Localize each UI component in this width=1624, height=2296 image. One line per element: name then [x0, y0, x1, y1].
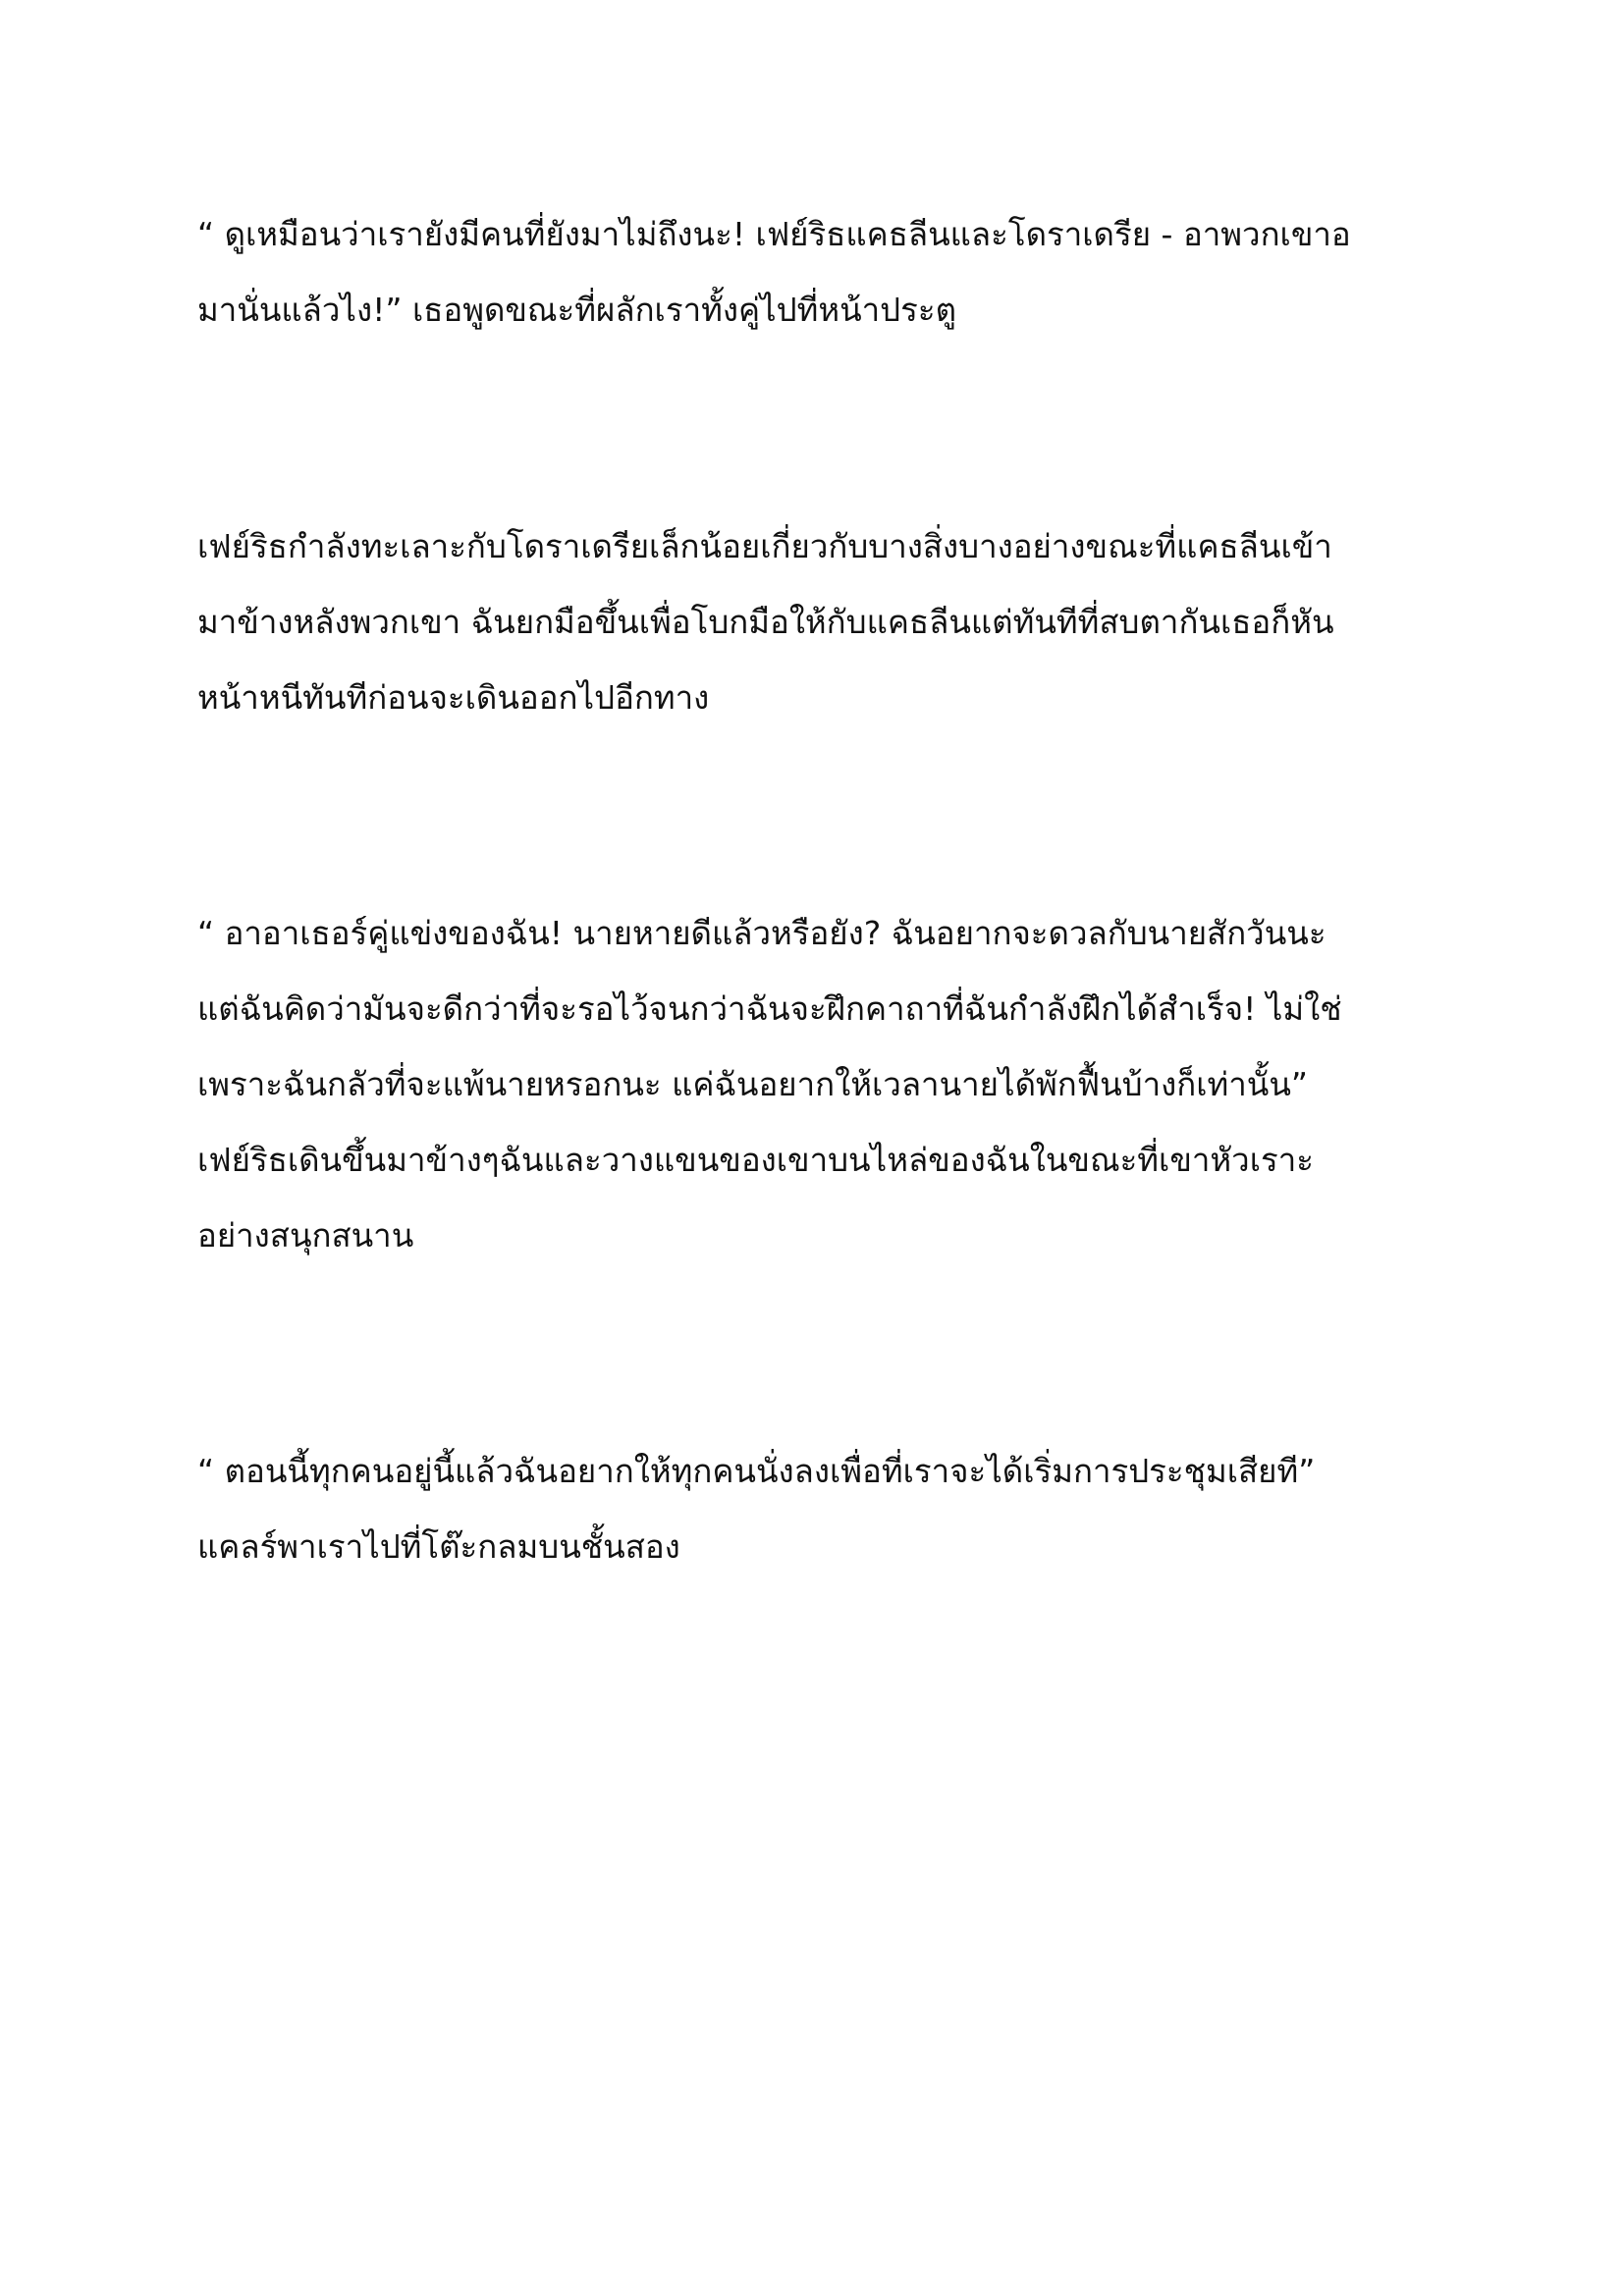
paragraph-3: [197, 895, 1435, 1273]
text-line: เพราะฉันกลัวที่จะแพ้นายหรอกนะ แค่ฉันอยากให้เวลานายได้พักฟื้นบ้างก็เท่านั้น”: [197, 1065, 1309, 1103]
text-line: แต่ฉันคิดว่ามันจะดีกว่าที่จะรอไว้จนกว่าฉันจะฝึกคาถาที่ฉันกำลังฝึกได้สำเร็จ! ไม่ใช่: [197, 989, 1342, 1028]
text-line: มาข้างหลังพวกเขา ฉันยกมือขึ้นเพื่อโบกมือให้กับแคธลีนแต่ทันทีที่สบตากันเธอก็หัน: [197, 603, 1334, 641]
text-line: เฟย์ริธกำลังทะเลาะกับโดราเดรียเล็กน้อยเกี่ยวกับบางสิ่งบางอย่างขณะที่แคธลีนเข้า: [197, 527, 1332, 565]
text-line: อย่างสนุกสนาน: [197, 1216, 414, 1255]
text-line: “ ตอนนี้ทุกคนอยู่นี้แล้วฉันอยากให้ทุกคนนั่งลงเพื่อที่เราจะได้เริ่มการประชุมเสียที”: [197, 1452, 1316, 1490]
text-line: “ อาอาเธอร์คู่แข่งของฉัน! นายหายดีแล้วหรือยัง? ฉันอยากจะดวลกับนายสักวันนะ: [197, 914, 1326, 952]
text-line: หน้าหนีทันทีก่อนจะเดินออกไปอีกทาง: [197, 678, 710, 717]
paragraph-1: [197, 196, 1435, 347]
text-line: มานั่นแล้วไง!” เธอพูดขณะที่ผลักเราทั้งคู่ไปที่หน้าประตู: [197, 291, 957, 329]
paragraph-2: [197, 508, 1435, 735]
paragraph-4: [197, 1433, 1435, 1584]
text-line: เฟย์ริธเดินขึ้นมาข้างๆฉันและวางแขนของเขาบนไหล่ของฉันในขณะที่เขาหัวเราะ: [197, 1141, 1314, 1179]
text-line: “ ดูเหมือนว่าเรายังมีคนที่ยังมาไม่ถึงนะ! เฟย์ริธแคธลีนและโดราเดรีย - อาพวกเขาอ: [197, 215, 1351, 253]
text-line: แคลร์พาเราไปที่โต๊ะกลมบนชั้นสอง: [197, 1527, 680, 1566]
